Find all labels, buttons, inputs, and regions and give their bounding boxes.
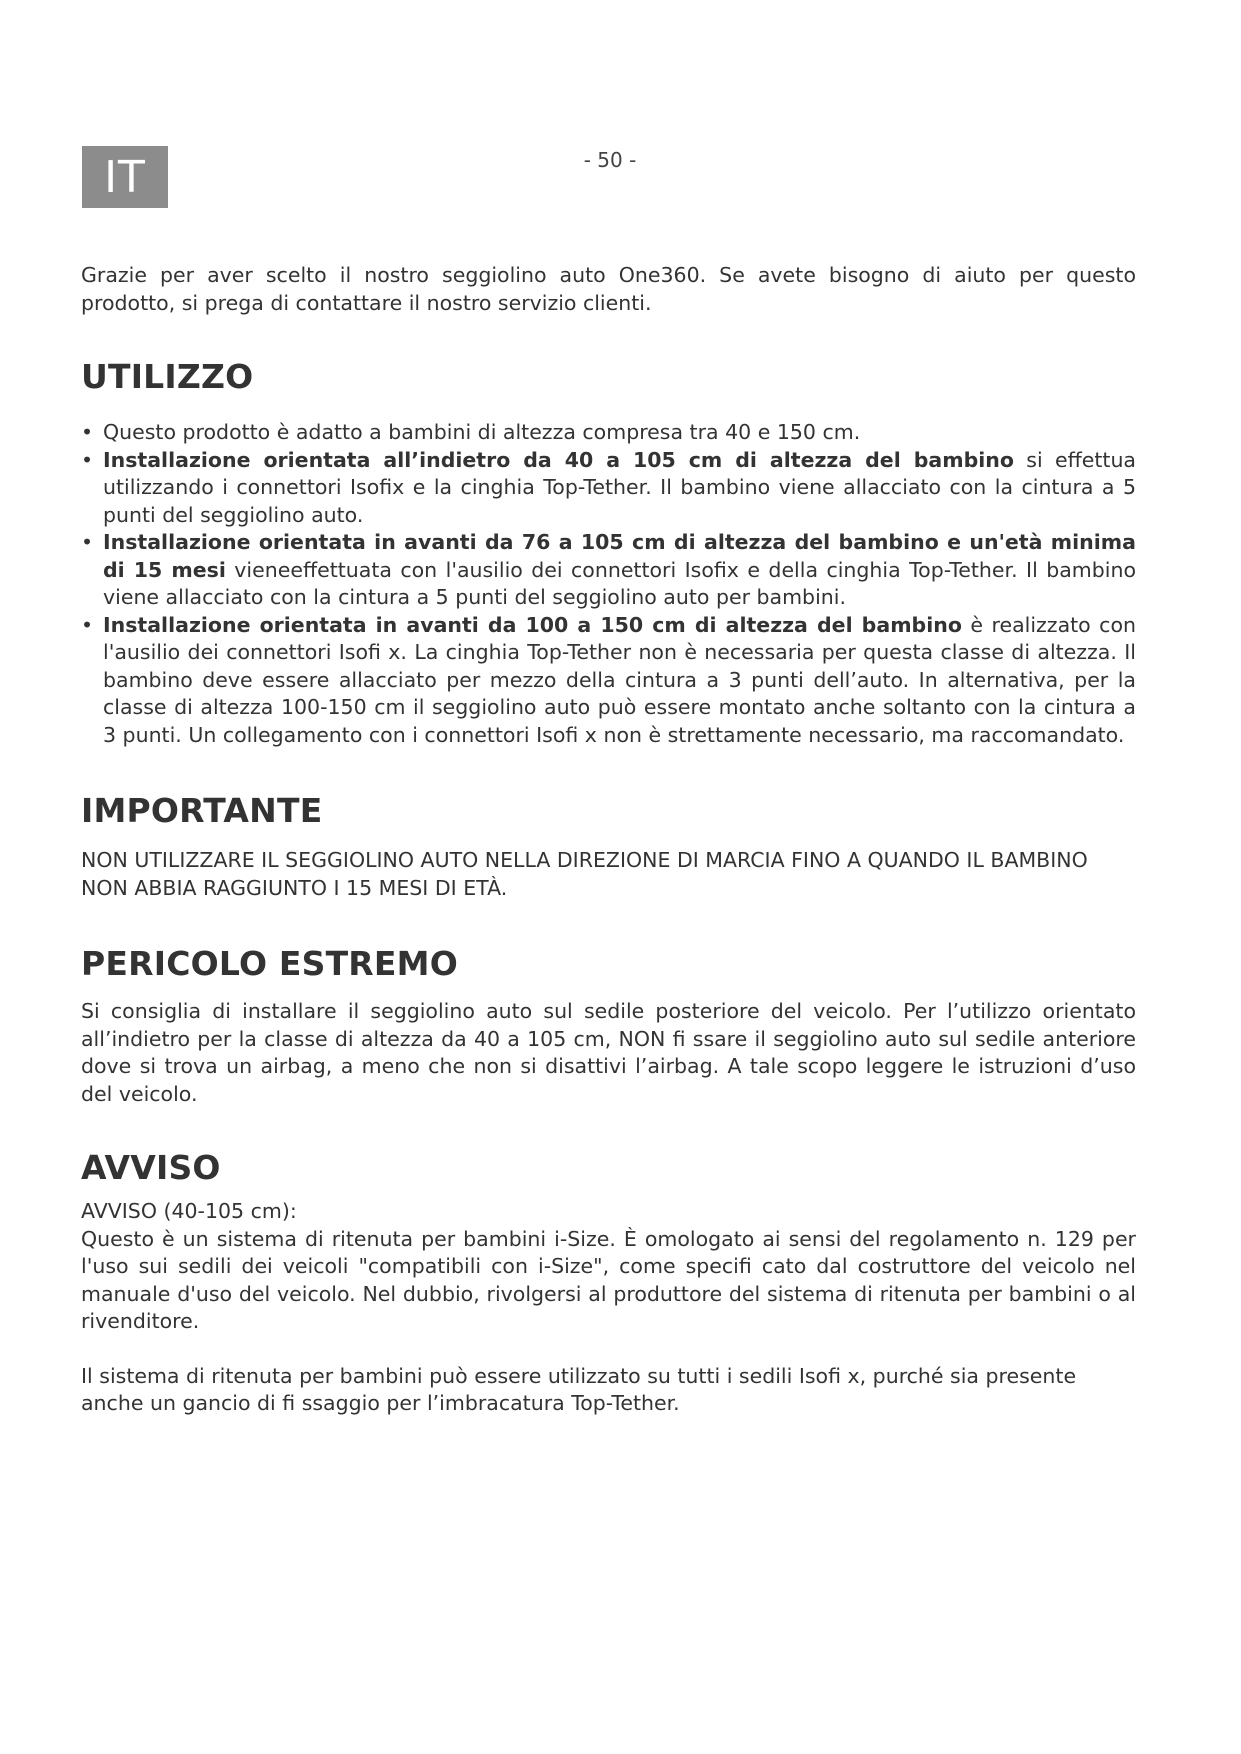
avviso-paragraph-2: Il sistema di ritenuta per bambini può essere utilizzato su tutti i sedili Isofi x, purché sia presente anche un gancio di fi ssaggio per l’imbracatura Top-Tether. bbox=[81, 1363, 1077, 1415]
importante-text: NON UTILIZZARE IL SEGGIOLINO AUTO NELLA DIREZIONE DI MARCIA FINO A QUANDO IL BAMBINO NON ABBIA RAGGIUNTO I 15 MESI DI ETÀ. bbox=[81, 848, 1088, 900]
intro-paragraph: Grazie per aver scelto il nostro seggiolino auto One360. Se avete bisogno di aiuto per questo prodotto, si prega di contattare il nostro servizio clienti. bbox=[81, 263, 1136, 315]
language-badge: IT bbox=[82, 146, 168, 208]
page-number: - 50 - bbox=[583, 148, 637, 172]
section-title-pericolo: PERICOLO ESTREMO bbox=[81, 944, 458, 983]
document-body bbox=[81, 262, 1136, 1418]
avviso-subtitle: AVVISO (40-105 cm): bbox=[81, 1199, 297, 1223]
list-item: • Questo prodotto è adatto a bambini di altezza compresa tra 40 e 150 cm. bbox=[81, 419, 1136, 447]
section-title-importante: IMPORTANTE bbox=[81, 791, 323, 830]
list-item: • Installazione orientata all’indietro da 40 a 105 cm di altezza del bambino si effettua utilizzando i connettori Isofix e la cinghia Top-Tether. Il bambino viene allacciato con la cintura a 5 punti del seggiolino auto. bbox=[81, 447, 1136, 530]
section-title-avviso: AVVISO bbox=[81, 1148, 221, 1187]
avviso-paragraph-1: Questo è un sistema di ritenuta per bambini i-Size. È omologato ai sensi del regolamento n. 129 per l'uso sui sedili dei veicoli "compatibili con i-Size", come specifi cato dal costruttore del veicolo nel manuale d'uso del veicolo. Nel dubbio, rivolgersi al produttore del sistema di ritenuta per bambini o al rivenditore. bbox=[81, 1226, 1136, 1333]
list-item: • Installazione orientata in avanti da 76 a 105 cm di altezza del bambino e un'età minima di 15 mesi vieneeffettuata con l'ausilio dei connettori Isofix e della cinghia Top-Tether. Il bambino viene allacciato con la cintura a 5 punti del seggiolino auto per bambini. bbox=[81, 529, 1136, 612]
list-item: • Installazione orientata in avanti da 100 a 150 cm di altezza del bambino è realizzato con l'ausilio dei connettori Isofi x. La cinghia Top-Tether non è necessaria per questa classe di altezza. Il bambino deve essere allacciato per mezzo della cintura a 3 punti dell’auto. In alternativa, per la classe di altezza 100-150 cm il seggiolino auto può essere montato anche soltanto con la cintura a 3 punti. Un collegamento con i connettori Isofi x non è strettamente necessario, ma raccomandato. bbox=[81, 612, 1136, 750]
pericolo-text: Si consiglia di installare il seggiolino auto sul sedile posteriore del veicolo. Per l’utilizzo orientato all’indietro per la classe di altezza da 40 a 105 cm, NON fi ssare il seggiolino auto sul sedile anteriore dove si trova un airbag, a meno che non si disattivi l’airbag. A tale scopo leggere le istruzioni d’uso del veicolo. bbox=[81, 999, 1136, 1106]
section-title-utilizzo: UTILIZZO bbox=[81, 357, 254, 396]
utilizzo-list bbox=[81, 419, 1136, 749]
